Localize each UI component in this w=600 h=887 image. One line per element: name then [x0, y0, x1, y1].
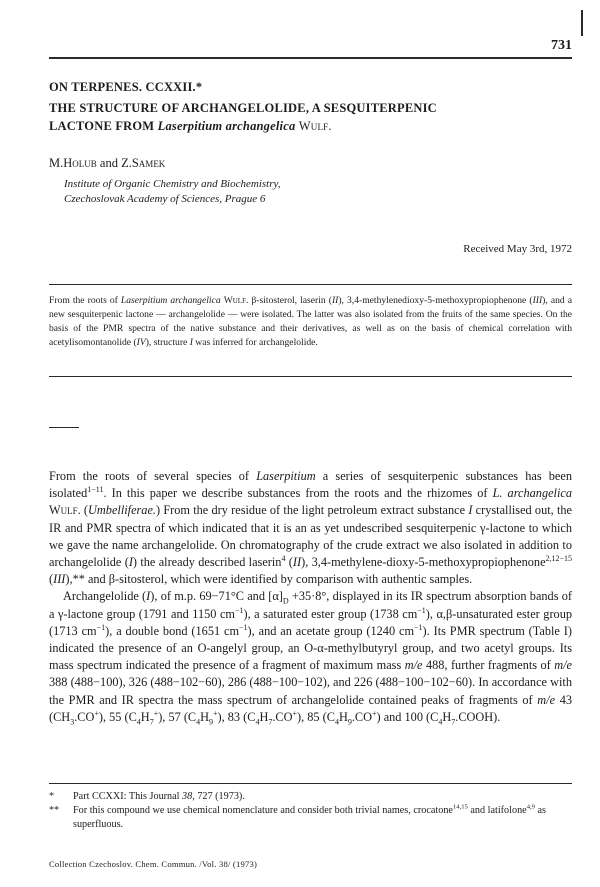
author1-initial: M. [49, 156, 64, 170]
title-species: Laserpitium archangelica [157, 119, 296, 133]
article-title [49, 99, 569, 135]
institute-line-2: Czechoslovak Academy of Sciences, Prague 6 [64, 193, 266, 205]
footnote-1: * Part CCXXI: This Journal 38, 727 (1973). [49, 791, 245, 802]
abstract-bottom-rule [49, 376, 572, 377]
author1-name: Holub [63, 156, 97, 170]
header-rule [49, 57, 572, 59]
footnote-rule [49, 783, 572, 784]
abstract: From the roots of Laserpitium archangelica Wulf. β-sitosterol, laserin (II), 3,4-methylenedioxy-5-methoxypropiophenone (III), and a new sesquiterpenic lactone — archangelolide — were isolated. The latter was also isolated from the fruits of the same species. On the basis of the PMR spectra of the native substance and their derivatives, as well as on the basis of chemical correlation with acetylisomontanolide (IV), structure I was inferred for archangelolide. [49, 295, 572, 348]
author-and: and [96, 156, 122, 170]
abstract-mark-rule [49, 427, 79, 428]
title-line-1: THE STRUCTURE OF ARCHANGELOLIDE, A SESQUITERPENIC [49, 101, 437, 115]
abstract-top-rule [49, 284, 572, 285]
footnote-2: ** For this compound we use chemical nomenclature and consider both trivial names, crocatone$^{14,15}$ and latifolone$^{4,9}$ as superfluous. [49, 803, 547, 830]
footnotes [49, 790, 572, 832]
section-heading: ON TERPENES. CCXXII.* [49, 80, 203, 94]
institute [64, 177, 281, 207]
received-date: Received May 3rd, 1972 [463, 243, 572, 255]
journal-footer: Collection Czechoslov. Chem. Commun. /Vol. 38/ (1973) [49, 859, 258, 869]
body-paragraph-2: Archangelolide (I), of m.p. 69−71°C and $[\alpha]_D +35\cdot 8^\circ$, displayed in its IR spectrum absorption bands of a γ-lactone group (1791 and 1150 $cm^{-1}$), a saturated ester group (1738 $cm^{-1}$), α,β-unsaturated ester group (1713 $cm^{-1}$), a double bond (1651 $cm^{-1}$), and an acetate group (1240 $cm^{-1}$). Its PMR spectrum (Table I) indicated the presence of an O-angelyl group, an O-α-methylbutyryl group, and two acetyl groups. Its mass spectrum indicated the presence of a fragment of maximum mass m/e 488, further fragments of m/e 388 (488−100), 326 (488−102−60), 286 (488−100−102), and 226 (488−100−102−60). In accordance with the PMR and IR spectra the mass spectrum of archangelolide contained peaks of fragments of m/e 43 $(CH_3.CO^+)$, 55 $(C_4H_7^+)$, 57 $(C_4H_9^+)$, 83 $(C_4H_7.CO^+)$, 85 $(C_4H_9.CO^+)$ and 100 $(C_4H_7.COOH)$. [49, 589, 573, 727]
footnote-2-mark: ** [49, 805, 60, 816]
body-text [49, 468, 572, 726]
title-line-2 [49, 117, 569, 135]
margin-mark [581, 10, 583, 36]
authors [49, 156, 165, 171]
page-number: 731 [551, 38, 572, 53]
author2-initial: Z. [121, 156, 132, 170]
title-authority: Wulf. [298, 119, 332, 133]
body-paragraph-1: From the roots of several species of Laserpitium a series of sesquiterpenic substances has been isolated$^{1-11}$. In this paper we describe substances from the roots and the rhizomes of L. archangelica Wulf. (Umbelliferae.) From the dry residue of the light petroleum extract substance I crystallised out, the IR and PMR spectra of which indicated that it is an as yet undescribed sesquiterpenic γ-lactone to which we gave the name archangelolide. On chromatography of the crude extract we also isolated in addition to archangelolide (I) the already described laserin$^4$ (II), 3,4-methylene-dioxy-5-methoxypropiophenone$^{2,12-15}$ (III),** and β-sitosterol, which were identified by comparison with authentic samples. [49, 469, 573, 587]
institute-line-1: Institute of Organic Chemistry and Biochemistry, [64, 178, 281, 190]
title-text: LACTONE FROM [49, 119, 158, 133]
footnote-1-mark: * [49, 791, 55, 802]
author2-name: Samek [131, 156, 166, 170]
